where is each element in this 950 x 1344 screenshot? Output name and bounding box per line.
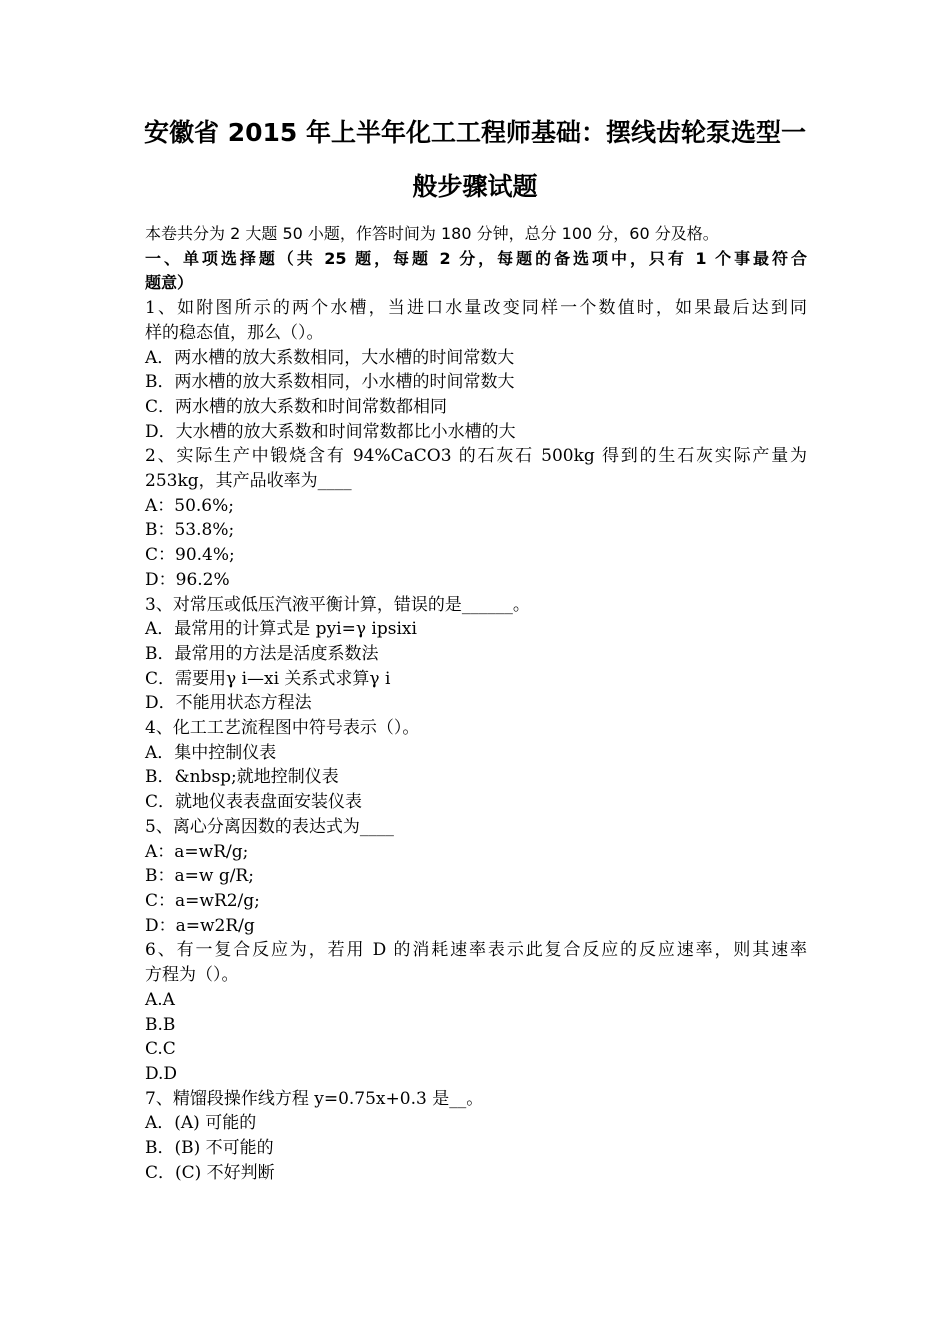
question-6-option-a: A.A xyxy=(145,989,175,1010)
question-2-line-2: 253kg，其产品收率为____ xyxy=(145,471,352,492)
question-5-option-b: B：a=w g/R; xyxy=(145,866,254,887)
question-2-line-1: 2、实际生产中锻烧含有 94%CaCO3 的石灰石 500kg 得到的生石灰实际产量为 xyxy=(145,446,807,467)
question-2-option-b: B：53.8%; xyxy=(145,520,235,541)
question-6-line-2: 方程为（）。 xyxy=(145,965,239,986)
question-5-option-c: C：a=wR2/g; xyxy=(145,890,260,911)
question-6-option-d: D.D xyxy=(145,1063,178,1084)
question-3-line-1: 3、对常压或低压汽液平衡计算，错误的是______。 xyxy=(145,594,530,615)
question-3-option-b: B．最常用的方法是活度系数法 xyxy=(145,643,379,664)
question-1-line-1: 1、如附图所示的两个水槽，当进口水量改变同样一个数值时，如果最后达到同 xyxy=(145,298,807,319)
question-2-option-a: A：50.6%; xyxy=(145,495,235,516)
question-4-option-b: B．&nbsp;就地控制仪表 xyxy=(145,767,339,788)
section-heading-line-2: 题意） xyxy=(145,273,194,293)
question-1-line-2: 样的稳态值，那么（）。 xyxy=(145,322,324,343)
question-1-option-c: C．两水槽的放大系数和时间常数都相同 xyxy=(145,396,448,417)
question-6-option-c: C.C xyxy=(145,1039,176,1060)
question-5-line-1: 5、离心分离因数的表达式为____ xyxy=(145,816,394,837)
document-title-line-1: 安徽省 2015 年上半年化工工程师基础：摆线齿轮泵选型一 xyxy=(144,118,806,147)
question-6-option-b: B.B xyxy=(145,1014,176,1035)
question-3-option-a: A．最常用的计算式是 pyi=γ ipsixi xyxy=(145,619,417,640)
question-4-option-c: C．就地仪表表盘面安装仪表 xyxy=(145,792,363,813)
question-4-option-a: A．集中控制仪表 xyxy=(145,742,277,763)
question-7-line-1: 7、精馏段操作线方程 y=0.75x+0.3 是__。 xyxy=(145,1088,484,1109)
question-3-option-d: D．不能用状态方程法 xyxy=(145,693,312,714)
question-6-line-1: 6、有一复合反应为，若用 D 的消耗速率表示此复合反应的反应速率，则其速率 xyxy=(145,940,807,961)
question-1-option-a: A．两水槽的放大系数相同，大水槽的时间常数大 xyxy=(145,347,515,368)
question-2-option-d: D：96.2% xyxy=(145,569,230,590)
question-1-option-d: D．大水槽的放大系数和时间常数都比小水槽的大 xyxy=(145,421,516,442)
document-title-line-2: 般步骤试题 xyxy=(412,172,538,201)
exam-intro: 本卷共分为 2 大题 50 小题，作答时间为 180 分钟，总分 100 分，60 分及格。 xyxy=(145,224,719,243)
document-body xyxy=(145,222,807,1185)
question-2-option-c: C：90.4%; xyxy=(145,545,235,566)
question-3-option-c: C．需要用γ i—xi 关系式求算γ i xyxy=(145,668,391,689)
question-7-option-c: C．(C) 不好判断 xyxy=(145,1162,275,1183)
section-heading-line-1: 一、单项选择题（共 25 题，每题 2 分，每题的备选项中，只有 1 个事最符合 xyxy=(145,248,807,268)
question-4-line-1: 4、化工工艺流程图中符号表示（）。 xyxy=(145,718,420,739)
question-7-option-a: A．(A) 可能的 xyxy=(145,1113,257,1134)
question-5-option-d: D：a=w2R/g xyxy=(145,915,255,936)
question-7-option-b: B．(B) 不可能的 xyxy=(145,1138,274,1159)
question-1-option-b: B．两水槽的放大系数相同，小水槽的时间常数大 xyxy=(145,372,515,393)
question-5-option-a: A：a=wR/g; xyxy=(145,841,249,862)
